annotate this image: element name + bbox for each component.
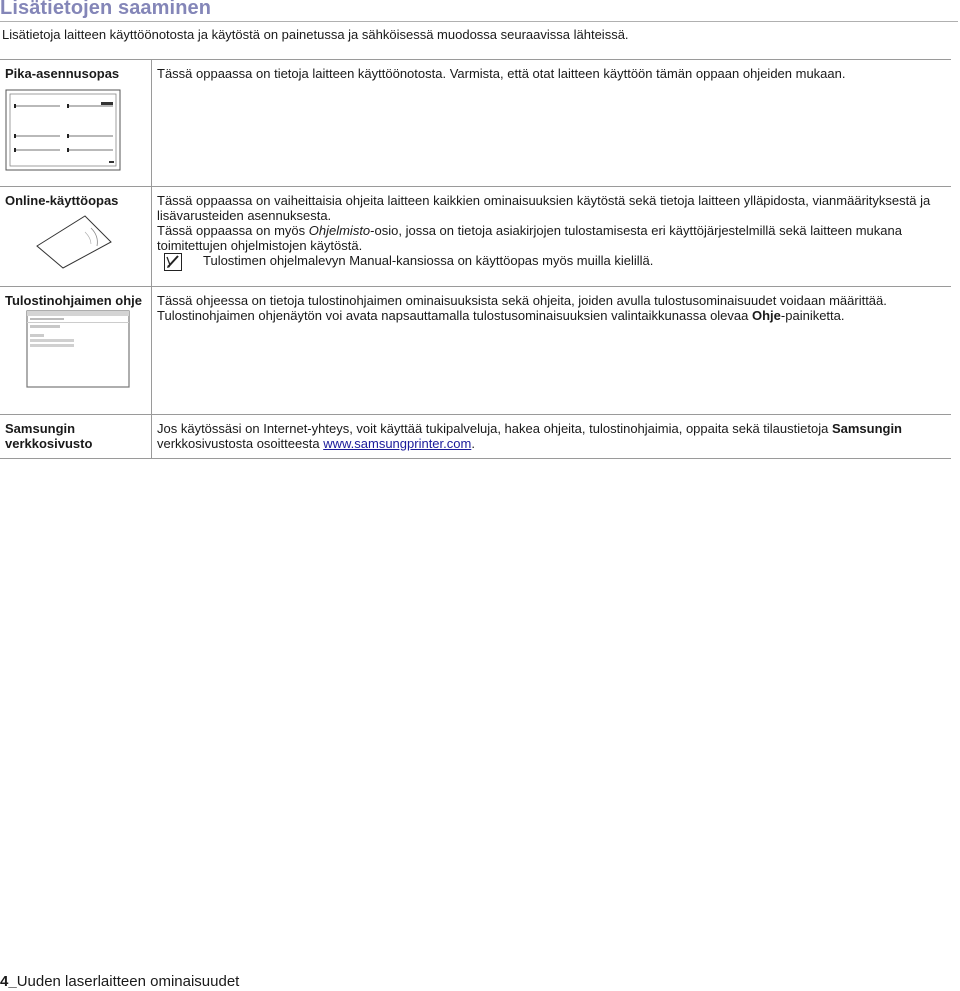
- table-row: [0, 60, 951, 187]
- row-label: Samsungin: [5, 421, 76, 436]
- row-label: Tulostinohjaimen ohje: [5, 293, 142, 308]
- title-divider: [0, 21, 958, 22]
- row-description-cell: [152, 187, 952, 287]
- page-footer: [0, 973, 239, 990]
- note: [157, 253, 945, 268]
- page-title: Lisätietojen saaminen: [0, 0, 212, 19]
- row-label-cell: [0, 60, 152, 187]
- table-row: [0, 415, 951, 459]
- row-label: Pika-asennusopas: [5, 66, 120, 81]
- paragraph: Tässä oppaassa on vaiheittaisia ohjeita laitteen kaikkien ominaisuuksien käytöstä sekä tietoja laitteen ylläpidosta, vianmäärityksestä ja lisävarusteiden asennuksesta.: [157, 193, 931, 223]
- paragraph: Tässä oppaassa on myös Ohjelmisto-osio, jossa on tietoja asiakirjojen tulostamisesta eri käyttöjärjestelmillä sekä laitteen mukana toimitettujen ohjelmistojen käytöstä.: [157, 223, 902, 253]
- intro-text: Lisätietoja laitteen käyttöönotosta ja käytöstä on painetussa ja sähköisessä muodossa seuraavissa lähteissä.: [2, 27, 629, 42]
- help-window-thumbnail: [26, 310, 130, 388]
- samsung-term: Samsungin: [831, 421, 903, 436]
- cd-disc-thumbnail: [33, 214, 113, 270]
- software-section-term: Ohjelmisto: [308, 223, 371, 238]
- row-description: Tässä oppaassa on tietoja laitteen käyttöönotosta. Varmista, että otat laitteen käyttöön tämän oppaan ohjeiden mukaan.: [152, 60, 952, 187]
- chapter-title: Uuden laserlaitteen ominaisuudet: [16, 973, 240, 990]
- page-number: 4_: [0, 973, 17, 990]
- help-button-term: Ohje: [752, 308, 781, 323]
- row-label: verkkosivusto: [5, 436, 93, 451]
- info-sources-table: [0, 59, 951, 459]
- row-description-cell: [152, 287, 952, 415]
- row-label: Online-käyttöopas: [5, 193, 119, 208]
- note-text: Tulostimen ohjelmalevyn Manual-kansiossa on käyttöopas myös muilla kielillä.: [203, 253, 654, 268]
- samsung-website-link[interactable]: www.samsungprinter.com: [323, 436, 472, 451]
- paragraph: Tulostinohjaimen ohjenäytön voi avata napsauttamalla tulostusominaisuuksien valintaikkunassa olevaa Ohje-painiketta.: [157, 308, 845, 323]
- note-pencil-icon: [164, 253, 182, 271]
- quick-install-guide-thumbnail: [5, 89, 121, 171]
- paragraph: Tässä ohjeessa on tietoja tulostinohjaimen ominaisuuksista sekä ohjeita, joiden avulla tulostusominaisuudet voidaan määrittää.: [157, 293, 887, 308]
- row-description-cell: Jos käytössäsi on Internet-yhteys, voit käyttää tukipalveluja, hakea ohjeita, tulostinohjaimia, oppaita sekä tilaustietoja Samsungin verkkosivustosta osoitteesta www.samsungprinter.com.: [152, 415, 952, 459]
- row-label-cell: [0, 287, 152, 415]
- row-label-cell: [0, 415, 152, 459]
- table-row: [0, 187, 951, 287]
- row-label-cell: [0, 187, 152, 287]
- table-row: [0, 287, 951, 415]
